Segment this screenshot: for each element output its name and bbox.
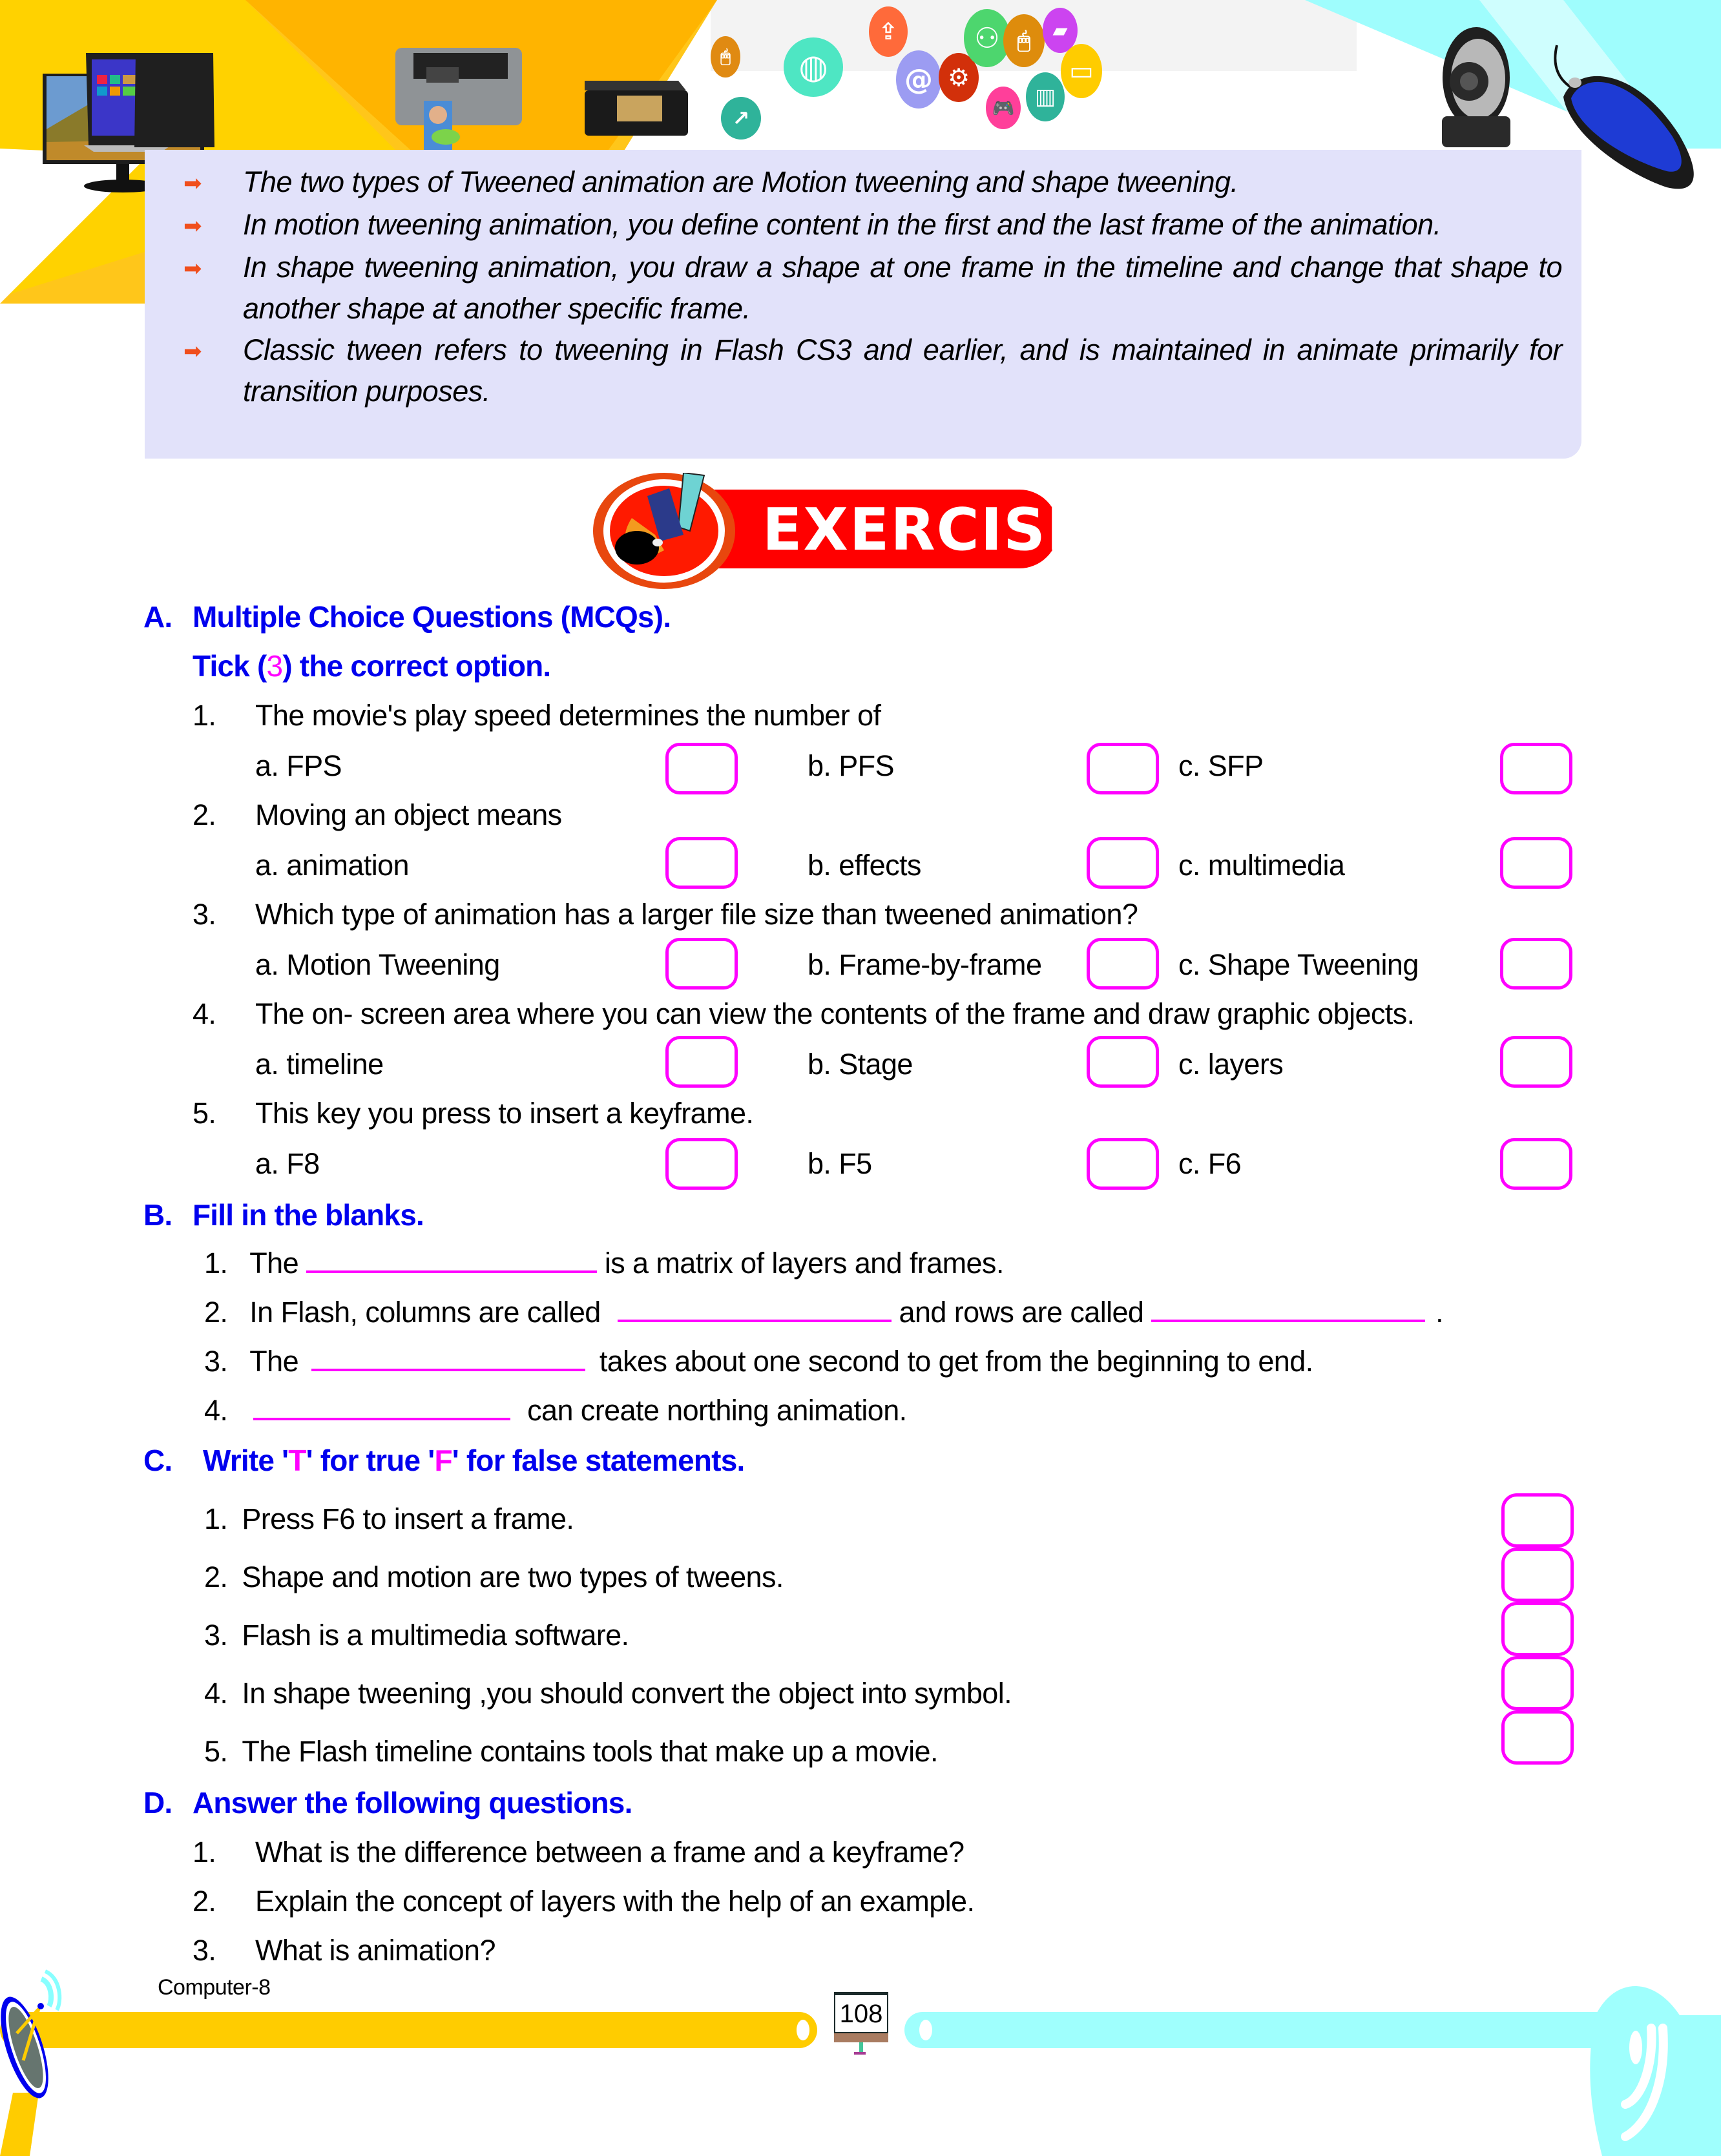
blank-text: and rows are called [899, 1296, 1144, 1329]
item-number: 1. [204, 1247, 228, 1280]
item-number: 1. [204, 1502, 228, 1535]
question-item [193, 1885, 975, 1918]
summary-text: In motion tweening animation, you define content in the first and the last frame of the animation. [243, 208, 1441, 241]
section-title: Answer the following questions. [193, 1786, 632, 1819]
arrow-right-icon: ➡ [183, 171, 202, 196]
question-text: What is animation? [255, 1934, 495, 1967]
tick-mark-symbol: 3 [266, 649, 283, 683]
tf-answer-box[interactable] [1501, 1548, 1574, 1602]
blank-text: is a matrix of layers and frames. [604, 1247, 1004, 1280]
tf-statement [204, 1735, 938, 1768]
option-label: c. F6 [1178, 1147, 1242, 1180]
item-number: 3. [204, 1619, 228, 1652]
webcam-image [1442, 27, 1510, 147]
item-number: 3. [204, 1345, 228, 1378]
summary-point [183, 204, 1562, 247]
tick-box[interactable] [1087, 837, 1159, 889]
section-title: ' for true ' [306, 1444, 435, 1477]
blank-line[interactable] [1151, 1299, 1425, 1322]
tick-box[interactable] [665, 837, 738, 889]
option-label: c. SFP [1178, 749, 1264, 782]
mouse-icon: 🖱 [711, 36, 740, 78]
tick-box[interactable] [1500, 1036, 1572, 1088]
item-number: 4. [204, 1677, 228, 1710]
tick-box[interactable] [1500, 938, 1572, 990]
tf-answer-box[interactable] [1501, 1710, 1574, 1765]
blank-text: takes about one second to get from the beginning to end. [599, 1345, 1313, 1378]
fill-blank-item [204, 1394, 907, 1427]
section-letter: D. [143, 1786, 172, 1819]
question-number: 2. [193, 798, 216, 831]
tick-box[interactable] [1087, 1138, 1159, 1190]
gears-icon: ⚙ [939, 53, 979, 102]
option-label: b. Frame-by-frame [808, 948, 1042, 981]
question-number: 3. [193, 898, 216, 931]
scanner-image [585, 81, 688, 136]
summary-text: Classic tween refers to tweening in Flash CS3 and earlier, and is maintained in animate primarily for transition purposes. [243, 333, 1562, 408]
section-d-heading [143, 1785, 632, 1820]
blank-text: The [249, 1345, 298, 1378]
statement-text: In shape tweening ,you should convert the object into symbol. [242, 1677, 1012, 1710]
tick-box[interactable] [1087, 938, 1159, 990]
question-number: 5. [193, 1097, 216, 1130]
fill-blank-item [204, 1345, 1313, 1378]
question-text: What is the difference between a frame and a keyframe? [255, 1836, 965, 1869]
item-number: 1. [193, 1836, 216, 1869]
item-number: 2. [204, 1296, 228, 1329]
tick-box[interactable] [665, 938, 738, 990]
statement-text: Press F6 to insert a frame. [242, 1502, 574, 1535]
tick-box[interactable] [1087, 1036, 1159, 1088]
section-letter: A. [143, 600, 172, 634]
tf-statement [204, 1677, 1012, 1710]
summary-point [183, 161, 1562, 204]
tf-statement [204, 1502, 574, 1536]
fill-blank-item [204, 1247, 1004, 1280]
section-letter: C. [143, 1444, 172, 1477]
tick-box[interactable] [1500, 1138, 1572, 1190]
item-number: 2. [204, 1560, 228, 1593]
section-title: ' for false statements. [452, 1444, 745, 1477]
summary-point [183, 329, 1562, 412]
option-label: a. FPS [255, 749, 342, 782]
arrow-right-icon: ➡ [183, 339, 202, 364]
tick-box[interactable] [665, 1138, 738, 1190]
statement-text: Flash is a multimedia software. [242, 1619, 629, 1652]
item-number: 2. [193, 1885, 216, 1918]
satellite-dish-icon [0, 1971, 59, 2156]
globe-icon: ◍ [784, 37, 843, 97]
true-letter: T [288, 1444, 306, 1477]
question-number: 1. [193, 699, 216, 732]
section-c-heading [143, 1443, 744, 1478]
option-label: a. F8 [255, 1147, 320, 1180]
exercise-title: EXERCISE [762, 496, 1088, 564]
arrow-right-icon: ➡ [183, 214, 202, 238]
blank-text: . [1435, 1296, 1444, 1329]
question-text: This key you press to insert a keyframe. [255, 1097, 754, 1130]
option-label: b. PFS [808, 749, 894, 782]
tf-statement [204, 1560, 784, 1594]
option-label: b. Stage [808, 1048, 913, 1081]
page-number: 108 [834, 1992, 888, 2033]
false-letter: F [434, 1444, 452, 1477]
blank-text: can create northing animation. [527, 1394, 907, 1427]
tf-answer-box[interactable] [1501, 1493, 1574, 1548]
fill-blank-item [204, 1296, 1443, 1329]
question-text: Moving an object means [255, 798, 562, 831]
badge-circle [593, 473, 735, 589]
tf-statement [204, 1619, 629, 1652]
section-letter: B. [143, 1198, 172, 1232]
summary-point [183, 247, 1562, 329]
blank-text: The [249, 1247, 298, 1280]
tick-box[interactable] [665, 1036, 738, 1088]
summary-text: The two types of Tweened animation are Motion tweening and shape tweening. [243, 165, 1238, 198]
section-title: Multiple Choice Questions (MCQs). [193, 600, 671, 634]
tick-box[interactable] [665, 743, 738, 794]
network-people-icon: ⚇ [964, 9, 1010, 67]
statement-text: Shape and motion are two types of tweens. [242, 1560, 784, 1593]
section-title: Fill in the blanks. [193, 1198, 424, 1232]
exercise-badge [593, 473, 1114, 589]
blank-line[interactable] [253, 1397, 510, 1420]
item-number: 4. [204, 1394, 228, 1427]
question-text: Which type of animation has a larger file size than tweened animation? [255, 898, 1138, 931]
section-a-heading [143, 599, 671, 634]
option-label: b. F5 [808, 1147, 872, 1180]
option-label: a. animation [255, 849, 409, 882]
blank-text: In Flash, columns are called [249, 1296, 601, 1329]
section-a-instruction [193, 648, 550, 683]
growth-chart-icon: ↗ [721, 97, 761, 140]
bar-chart-icon: ▥ [1026, 72, 1065, 121]
question-item [193, 1934, 495, 1967]
item-number: 5. [204, 1735, 228, 1768]
option-label: c. Shape Tweening [1178, 948, 1419, 981]
gamepad-icon: 🎮 [986, 87, 1021, 129]
summary-box [145, 150, 1581, 459]
tf-answer-box[interactable] [1501, 1602, 1574, 1656]
at-sign-icon: @ [896, 50, 941, 109]
option-label: c. layers [1178, 1048, 1284, 1081]
section-title: Write ' [203, 1444, 289, 1477]
page-footer [0, 1964, 1721, 2156]
item-number: 3. [193, 1934, 216, 1967]
tick-box[interactable] [1500, 837, 1572, 889]
tick-box[interactable] [1500, 743, 1572, 794]
question-number: 4. [193, 997, 216, 1030]
person-at-computer-icon [593, 473, 735, 589]
blank-line[interactable] [311, 1348, 585, 1371]
upload-icon: ⇪ [869, 6, 908, 57]
option-label: b. effects [808, 849, 921, 882]
tf-answer-box[interactable] [1501, 1656, 1574, 1710]
section-b-heading [143, 1197, 424, 1232]
monitor-icon: ▭ [1061, 44, 1102, 98]
question-item [193, 1836, 965, 1869]
blank-line[interactable] [306, 1250, 597, 1273]
statement-text: The Flash timeline contains tools that make up a movie. [242, 1735, 938, 1768]
laptop-image [84, 53, 214, 152]
option-label: a. Motion Tweening [255, 948, 500, 981]
question-text: The movie's play speed determines the number of [255, 699, 881, 732]
instruction-text: ) the correct option. [282, 649, 551, 683]
book-title: Computer-8 [158, 1975, 271, 2000]
instruction-text: Tick ( [193, 649, 267, 683]
mouse-icon: 🖱 [1003, 14, 1045, 67]
question-text: Explain the concept of layers with the help of an example. [255, 1885, 975, 1918]
tick-box[interactable] [1087, 743, 1159, 794]
folder-icon: ▰ [1043, 8, 1078, 53]
summary-text: In shape tweening animation, you draw a shape at one frame in the timeline and change that shape to another shape at another specific frame. [243, 251, 1562, 325]
arrow-right-icon: ➡ [183, 256, 202, 281]
option-label: a. timeline [255, 1048, 384, 1081]
question-text: The on- screen area where you can view the contents of the frame and draw graphic objects. [255, 997, 1415, 1030]
blank-line[interactable] [618, 1299, 892, 1322]
option-label: c. multimedia [1178, 849, 1345, 882]
